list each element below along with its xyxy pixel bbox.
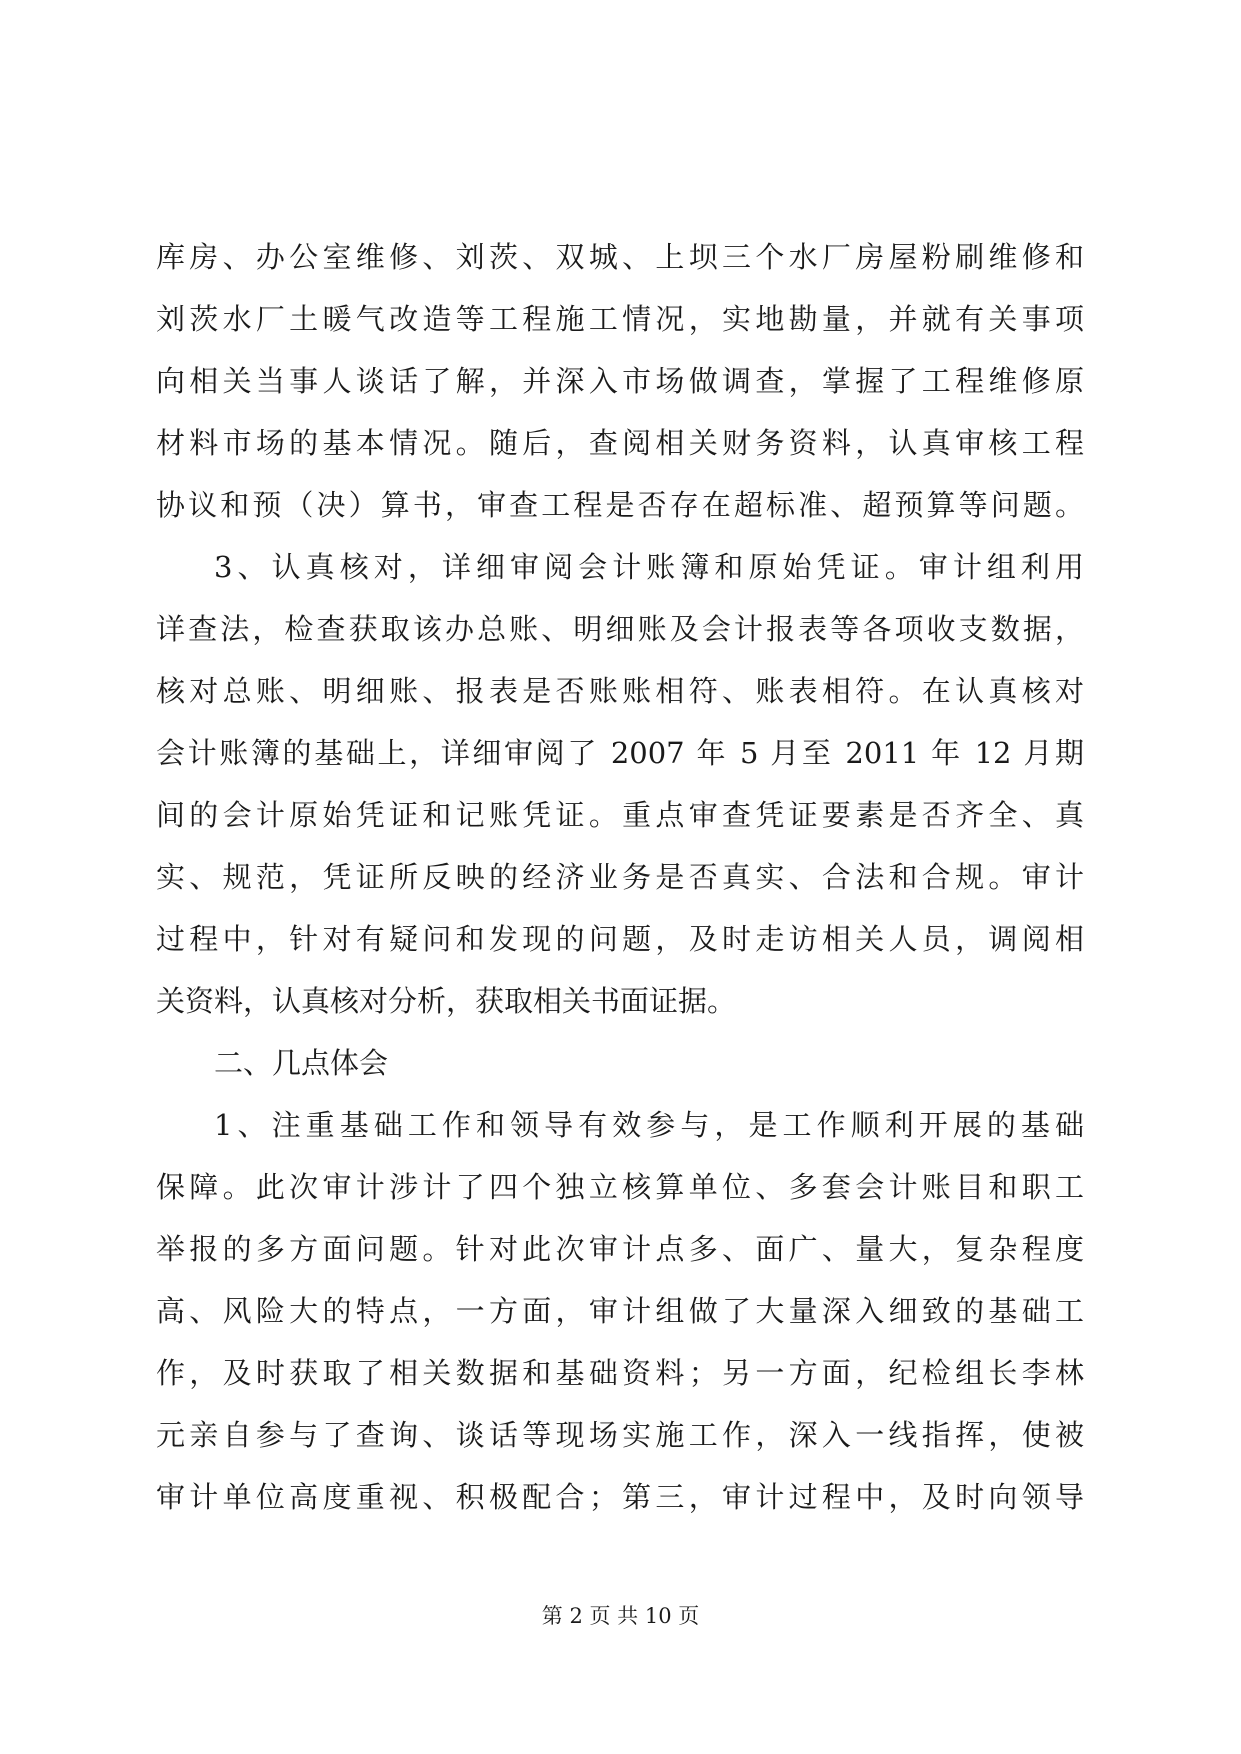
text-line: 实、规范，凭证所反映的经济业务是否真实、合法和合规。审计 (156, 860, 1084, 894)
text-line: 1、注重基础工作和领导有效参与，是工作顺利开展的基础 (214, 1108, 1084, 1142)
text-line: 关资料，认真核对分析，获取相关书面证据。 (156, 984, 737, 1018)
text-line: 举报的多方面问题。针对此次审计点多、面广、量大，复杂程度 (156, 1232, 1084, 1266)
text-line: 作，及时获取了相关数据和基础资料；另一方面，纪检组长李林 (156, 1356, 1084, 1390)
text-line: 间的会计原始凭证和记账凭证。重点审查凭证要素是否齐全、真 (156, 798, 1084, 832)
text-line: 核对总账、明细账、报表是否账账相符、账表相符。在认真核对 (156, 674, 1084, 708)
document-body (156, 226, 1084, 1528)
text-line: 会计账簿的基础上，详细审阅了 2007 年 5 月至 2011 年 12 月期 (156, 736, 1084, 770)
text-line: 3、认真核对，详细审阅会计账簿和原始凭证。审计组利用 (214, 550, 1084, 584)
text-line: 审计单位高度重视、积极配合；第三，审计过程中，及时向领导 (156, 1480, 1084, 1514)
text-line: 协议和预（决）算书，审查工程是否存在超标准、超预算等问题。 (156, 488, 1084, 522)
text-line: 刘茨水厂土暖气改造等工程施工情况，实地勘量，并就有关事项 (156, 302, 1084, 336)
section-heading: 二、几点体会 (214, 1046, 389, 1080)
text-line: 材料市场的基本情况。随后，查阅相关财务资料，认真审核工程 (156, 426, 1084, 460)
text-line: 高、风险大的特点，一方面，审计组做了大量深入细致的基础工 (156, 1294, 1084, 1328)
text-line: 详查法，检查获取该办总账、明细账及会计报表等各项收支数据， (156, 612, 1084, 646)
text-line: 库房、办公室维修、刘茨、双城、上坝三个水厂房屋粉刷维修和 (156, 240, 1084, 274)
page-number-footer: 第 2 页 共 10 页 (541, 1604, 700, 1628)
text-line: 保障。此次审计涉计了四个独立核算单位、多套会计账目和职工 (156, 1170, 1084, 1204)
text-line: 元亲自参与了查询、谈话等现场实施工作，深入一线指挥，使被 (156, 1418, 1084, 1452)
text-line: 向相关当事人谈话了解，并深入市场做调查，掌握了工程维修原 (156, 364, 1084, 398)
text-line: 过程中，针对有疑问和发现的问题，及时走访相关人员，调阅相 (156, 922, 1084, 956)
